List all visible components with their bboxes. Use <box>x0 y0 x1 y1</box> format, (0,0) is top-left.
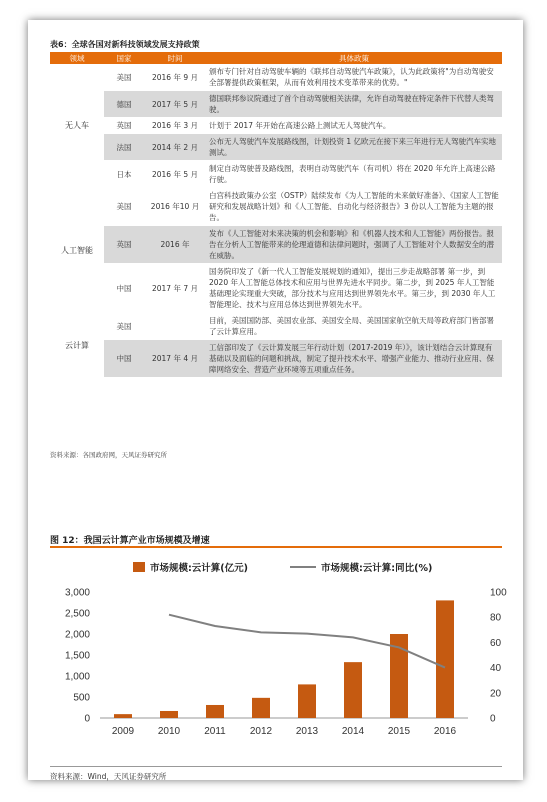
cell-policy: 目前，美国国防部、美国农业部、美国安全局、美国国家航空航天局等政府部门皆部署了云计算应用。 <box>206 313 502 340</box>
cell-country: 日本 <box>104 161 144 188</box>
left-axis-tick-label: 500 <box>73 692 90 704</box>
cell-time: 2016 年 9 月 <box>144 64 206 91</box>
right-axis-tick-label: 20 <box>490 688 502 700</box>
cell-policy: 发布《人工智能对未来决策的机会和影响》和《机器人技术和人工智能》两份报告。报告在分析人工智能带来的伦理道德和法律问题时，强调了人工智能对个人数据安全的潜在威胁。 <box>206 226 502 264</box>
right-axis-tick-label: 80 <box>490 612 502 624</box>
cell-time: 2017 年 5 月 <box>144 91 206 118</box>
left-axis-tick-label: 0 <box>84 713 90 725</box>
cell-country: 德国 <box>104 91 144 118</box>
chart-source: 资料来源：Wind，天风证券研究所 <box>50 772 167 781</box>
cell-time: 2014 年 2 月 <box>144 134 206 161</box>
right-axis-tick-label: 40 <box>490 663 502 675</box>
header-time: 时间 <box>144 52 206 64</box>
chart-bar <box>344 662 362 718</box>
left-axis-tick-label: 2,000 <box>64 629 90 641</box>
cell-time: 2016 年 5 月 <box>144 161 206 188</box>
cell-domain: 无人车 <box>50 64 104 188</box>
cell-country: 英国 <box>104 226 144 264</box>
cell-time: 2017 年 7 月 <box>144 264 206 313</box>
cell-time: 2016 年10 月 <box>144 188 206 226</box>
left-axis-tick-label: 1,500 <box>64 650 90 662</box>
x-axis-tick-label: 2013 <box>295 726 319 737</box>
cell-policy: 公布无人驾驶汽车发展路线图，计划投资 1 亿欧元在接下来三年进行无人驾驶汽车实地测试。 <box>206 134 502 161</box>
cell-time: 2017 年 4 月 <box>144 340 206 378</box>
cell-country: 美国 <box>104 188 144 226</box>
cell-country: 中国 <box>104 340 144 378</box>
chart-bar <box>160 711 178 718</box>
chart-bar <box>436 600 454 718</box>
x-axis-tick-label: 2015 <box>387 726 411 737</box>
chart-bar <box>298 684 316 718</box>
chart-title: 图 12：我国云计算产业市场规模及增速 <box>50 536 210 546</box>
chart-bar <box>252 698 270 718</box>
x-axis-tick-label: 2014 <box>341 726 365 737</box>
header-country: 国家 <box>104 52 144 64</box>
table-source: 资料来源：各国政府网，天风证券研究所 <box>50 451 167 459</box>
cell-country: 美国 <box>104 64 144 91</box>
table-title: 表6：全球各国对新科技领域发展支持政策 <box>50 40 200 49</box>
x-axis-tick-label: 2009 <box>111 726 135 737</box>
cell-policy: 制定自动驾驶普及路线图，表明自动驾驶汽车（有司机）将在 2020 年允许上高速公路行驶。 <box>206 161 502 188</box>
cell-policy: 德国联邦参议院通过了首个自动驾驶相关法律，允许自动驾驶在特定条件下代替人类驾驶。 <box>206 91 502 118</box>
header-domain: 领域 <box>50 52 104 64</box>
cell-country: 英国 <box>104 118 144 134</box>
legend-label-bar: 市场规模:云计算(亿元) <box>150 563 248 574</box>
right-axis-tick-label: 60 <box>490 637 502 649</box>
cell-policy: 工信部印发了《云计算发展三年行动计划（2017-2019 年）》，该计划结合云计算现有基础以及面临的问题和挑战，制定了提升技术水平、增强产业能力、推动行业应用、保障网络安全、营造产业环境等五项重点任务。 <box>206 340 502 378</box>
cell-policy: 国务院印发了《新一代人工智能发展规划的通知》，提出三步走战略部署 第一步，到 2020 年人工智能总体技术和应用与世界先进水平同步。第二步，到 2025 年人工智能基础理论实现重大突破，部分技术与应用达到世界领先水平。第三步，到 2030 年人工智能理论、技术与应用总体达到世界领先水平。 <box>206 264 502 313</box>
cell-domain: 人工智能 <box>50 188 104 313</box>
cell-country: 美国 <box>104 313 144 340</box>
x-axis-tick-label: 2016 <box>433 726 457 737</box>
cloud-market-chart <box>28 20 523 780</box>
cell-time: 2016 年 <box>144 226 206 264</box>
cell-country: 中国 <box>104 264 144 313</box>
document-page <box>28 20 523 780</box>
left-axis-tick-label: 3,000 <box>64 587 90 599</box>
x-axis-tick-label: 2012 <box>249 726 273 737</box>
left-axis-tick-label: 2,500 <box>64 608 90 620</box>
cell-policy: 颁布专门针对自动驾驶车辆的《联邦自动驾驶汽车政策》，认为此政策将"为自动驾驶安全部署提供政策框架，从而有效利用技术变革带来的优势。" <box>206 64 502 91</box>
cell-country: 法国 <box>104 134 144 161</box>
chart-bar <box>114 714 132 718</box>
right-axis-tick-label: 100 <box>490 587 507 599</box>
cell-domain: 云计算 <box>50 313 104 378</box>
cell-time: 2016 年 3 月 <box>144 118 206 134</box>
chart-bar <box>206 705 224 718</box>
x-axis-tick-label: 2011 <box>204 726 226 737</box>
chart-bottom-rule <box>50 766 502 767</box>
header-policy: 具体政策 <box>206 52 502 64</box>
x-axis-tick-label: 2010 <box>157 726 181 737</box>
right-axis-tick-label: 0 <box>490 713 496 725</box>
left-axis-tick-label: 1,000 <box>64 671 90 683</box>
cell-policy: 白宫科技政策办公室（OSTP）陆续发布《为人工智能的未来做好准备》、《国家人工智能研究和发展战略计划》和《人工智能、自动化与经济报告》3 份以人工智能为主题的报告。 <box>206 188 502 226</box>
cell-policy: 计划于 2017 年开始在高速公路上测试无人驾驶汽车。 <box>206 118 502 134</box>
legend-label-line: 市场规模:云计算:同比(%) <box>321 563 433 574</box>
legend-swatch-bar <box>133 562 145 572</box>
